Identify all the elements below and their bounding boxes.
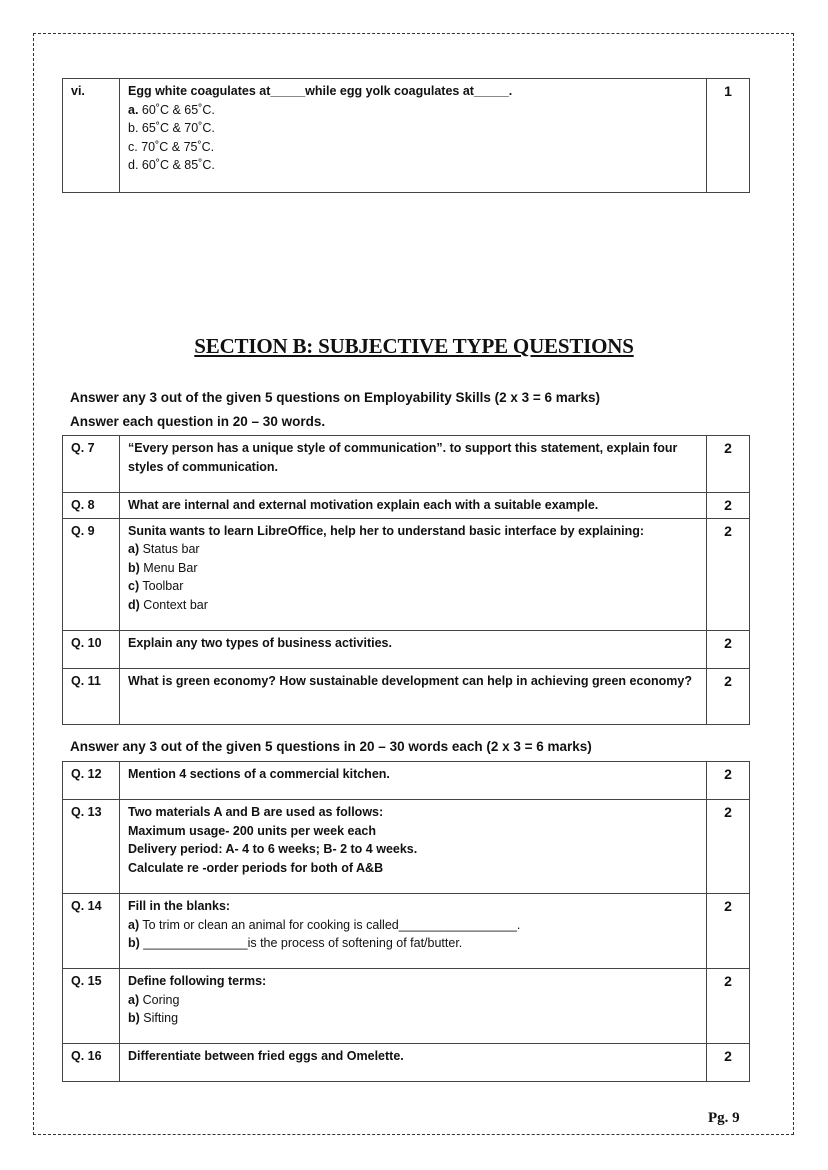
question-number: Q. 10 [63,630,120,668]
option-label: a. [128,102,139,117]
option-text: 60˚C & 85˚C. [138,158,215,172]
table-row [63,436,750,493]
option-label: a) [128,992,140,1007]
question-text: Fill in the blanks: [128,899,231,913]
option-label: b) [128,936,140,950]
question-number: vi. [63,79,120,193]
option-text: _______________is the process of softening of fat/butter. [139,936,463,950]
table-row [63,1044,750,1082]
option-label: b) [128,1011,140,1025]
option-label: c) [128,579,140,593]
question-marks: 2 [707,969,750,1044]
question-text: Egg white coagulates at_____while egg yolk coagulates at_____. [128,84,513,98]
question-text: Differentiate between fried eggs and Omelette. [120,1044,707,1082]
page-number: Pg. 9 [708,1110,740,1126]
question-number: Q. 12 [63,762,120,800]
question-number: Q. 9 [63,518,120,630]
table-row [63,894,750,969]
question-table-employability [62,435,750,725]
option-label: b) [128,560,140,575]
option-text: Sifting [139,1011,179,1025]
table-row [63,493,750,519]
question-number: Q. 7 [63,436,120,493]
option-label: b. [128,121,139,135]
question-marks: 2 [707,800,750,894]
instruction: Answer each question in 20 – 30 words. [70,414,326,429]
question-marks: 2 [707,436,750,493]
question-marks: 2 [707,493,750,519]
question-text: What is green economy? How sustainable development can help in achieving green economy? [120,668,707,724]
question-number: Q. 15 [63,969,120,1044]
question-text: Two materials A and B are used as follows: [128,805,384,819]
option-label: d. [128,158,139,172]
question-text: Define following terms: [128,974,267,988]
question-number: Q. 11 [63,668,120,724]
question-cell [120,79,707,193]
question-number: Q. 8 [63,493,120,519]
option-text: Toolbar [139,579,184,593]
instruction: Answer any 3 out of the given 5 questions in 20 – 30 words each (2 x 3 = 6 marks) [70,739,592,754]
table-row [63,518,750,630]
question-line: Delivery period: A- 4 to 6 weeks; B- 2 to 4 weeks. [128,842,418,856]
option-label: a) [128,917,140,932]
question-marks: 2 [707,668,750,724]
question-table-section-a [62,78,750,193]
question-number: Q. 14 [63,894,120,969]
question-marks: 2 [707,630,750,668]
question-text: Mention 4 sections of a commercial kitchen. [120,762,707,800]
option-text: Context bar [139,597,208,612]
section-title: SECTION B: SUBJECTIVE TYPE QUESTIONS [194,334,634,358]
question-marks: 2 [707,894,750,969]
question-cell [120,894,707,969]
table-row [63,630,750,668]
option-text: Menu Bar [139,560,198,575]
question-marks: 2 [707,518,750,630]
question-number: Q. 16 [63,1044,120,1082]
question-cell [120,969,707,1044]
option-text: Coring [139,992,180,1007]
option-label: c. [128,139,138,154]
option-label: a) [128,542,140,556]
table-row [63,668,750,724]
question-text: Sunita wants to learn LibreOffice, help her to understand basic interface by explaining: [128,523,645,538]
table-row [63,969,750,1044]
option-text: 65˚C & 70˚C. [138,121,215,135]
question-marks: 1 [707,79,750,193]
table-row [63,79,750,193]
option-text: 70˚C & 75˚C. [137,139,215,154]
question-marks: 2 [707,1044,750,1082]
question-line: Calculate re -order periods for both of A&B [128,860,384,875]
question-text: “Every person has a unique style of communication”. to support this statement, explain four styles of communication. [120,436,707,493]
option-text: Status bar [139,542,200,556]
question-table-skills [62,761,750,1082]
question-cell [120,800,707,894]
option-text: To trim or clean an animal for cooking is called_________________. [139,917,521,932]
question-text: Explain any two types of business activities. [120,630,707,668]
question-marks: 2 [707,762,750,800]
option-text: 60˚C & 65˚C. [138,102,215,117]
question-number: Q. 13 [63,800,120,894]
table-row [63,800,750,894]
question-text: What are internal and external motivation explain each with a suitable example. [120,493,707,519]
option-label: d) [128,597,140,612]
question-line: Maximum usage- 200 units per week each [128,823,377,838]
question-cell [120,518,707,630]
table-row [63,762,750,800]
instruction: Answer any 3 out of the given 5 questions on Employability Skills (2 x 3 = 6 marks) [70,390,601,405]
